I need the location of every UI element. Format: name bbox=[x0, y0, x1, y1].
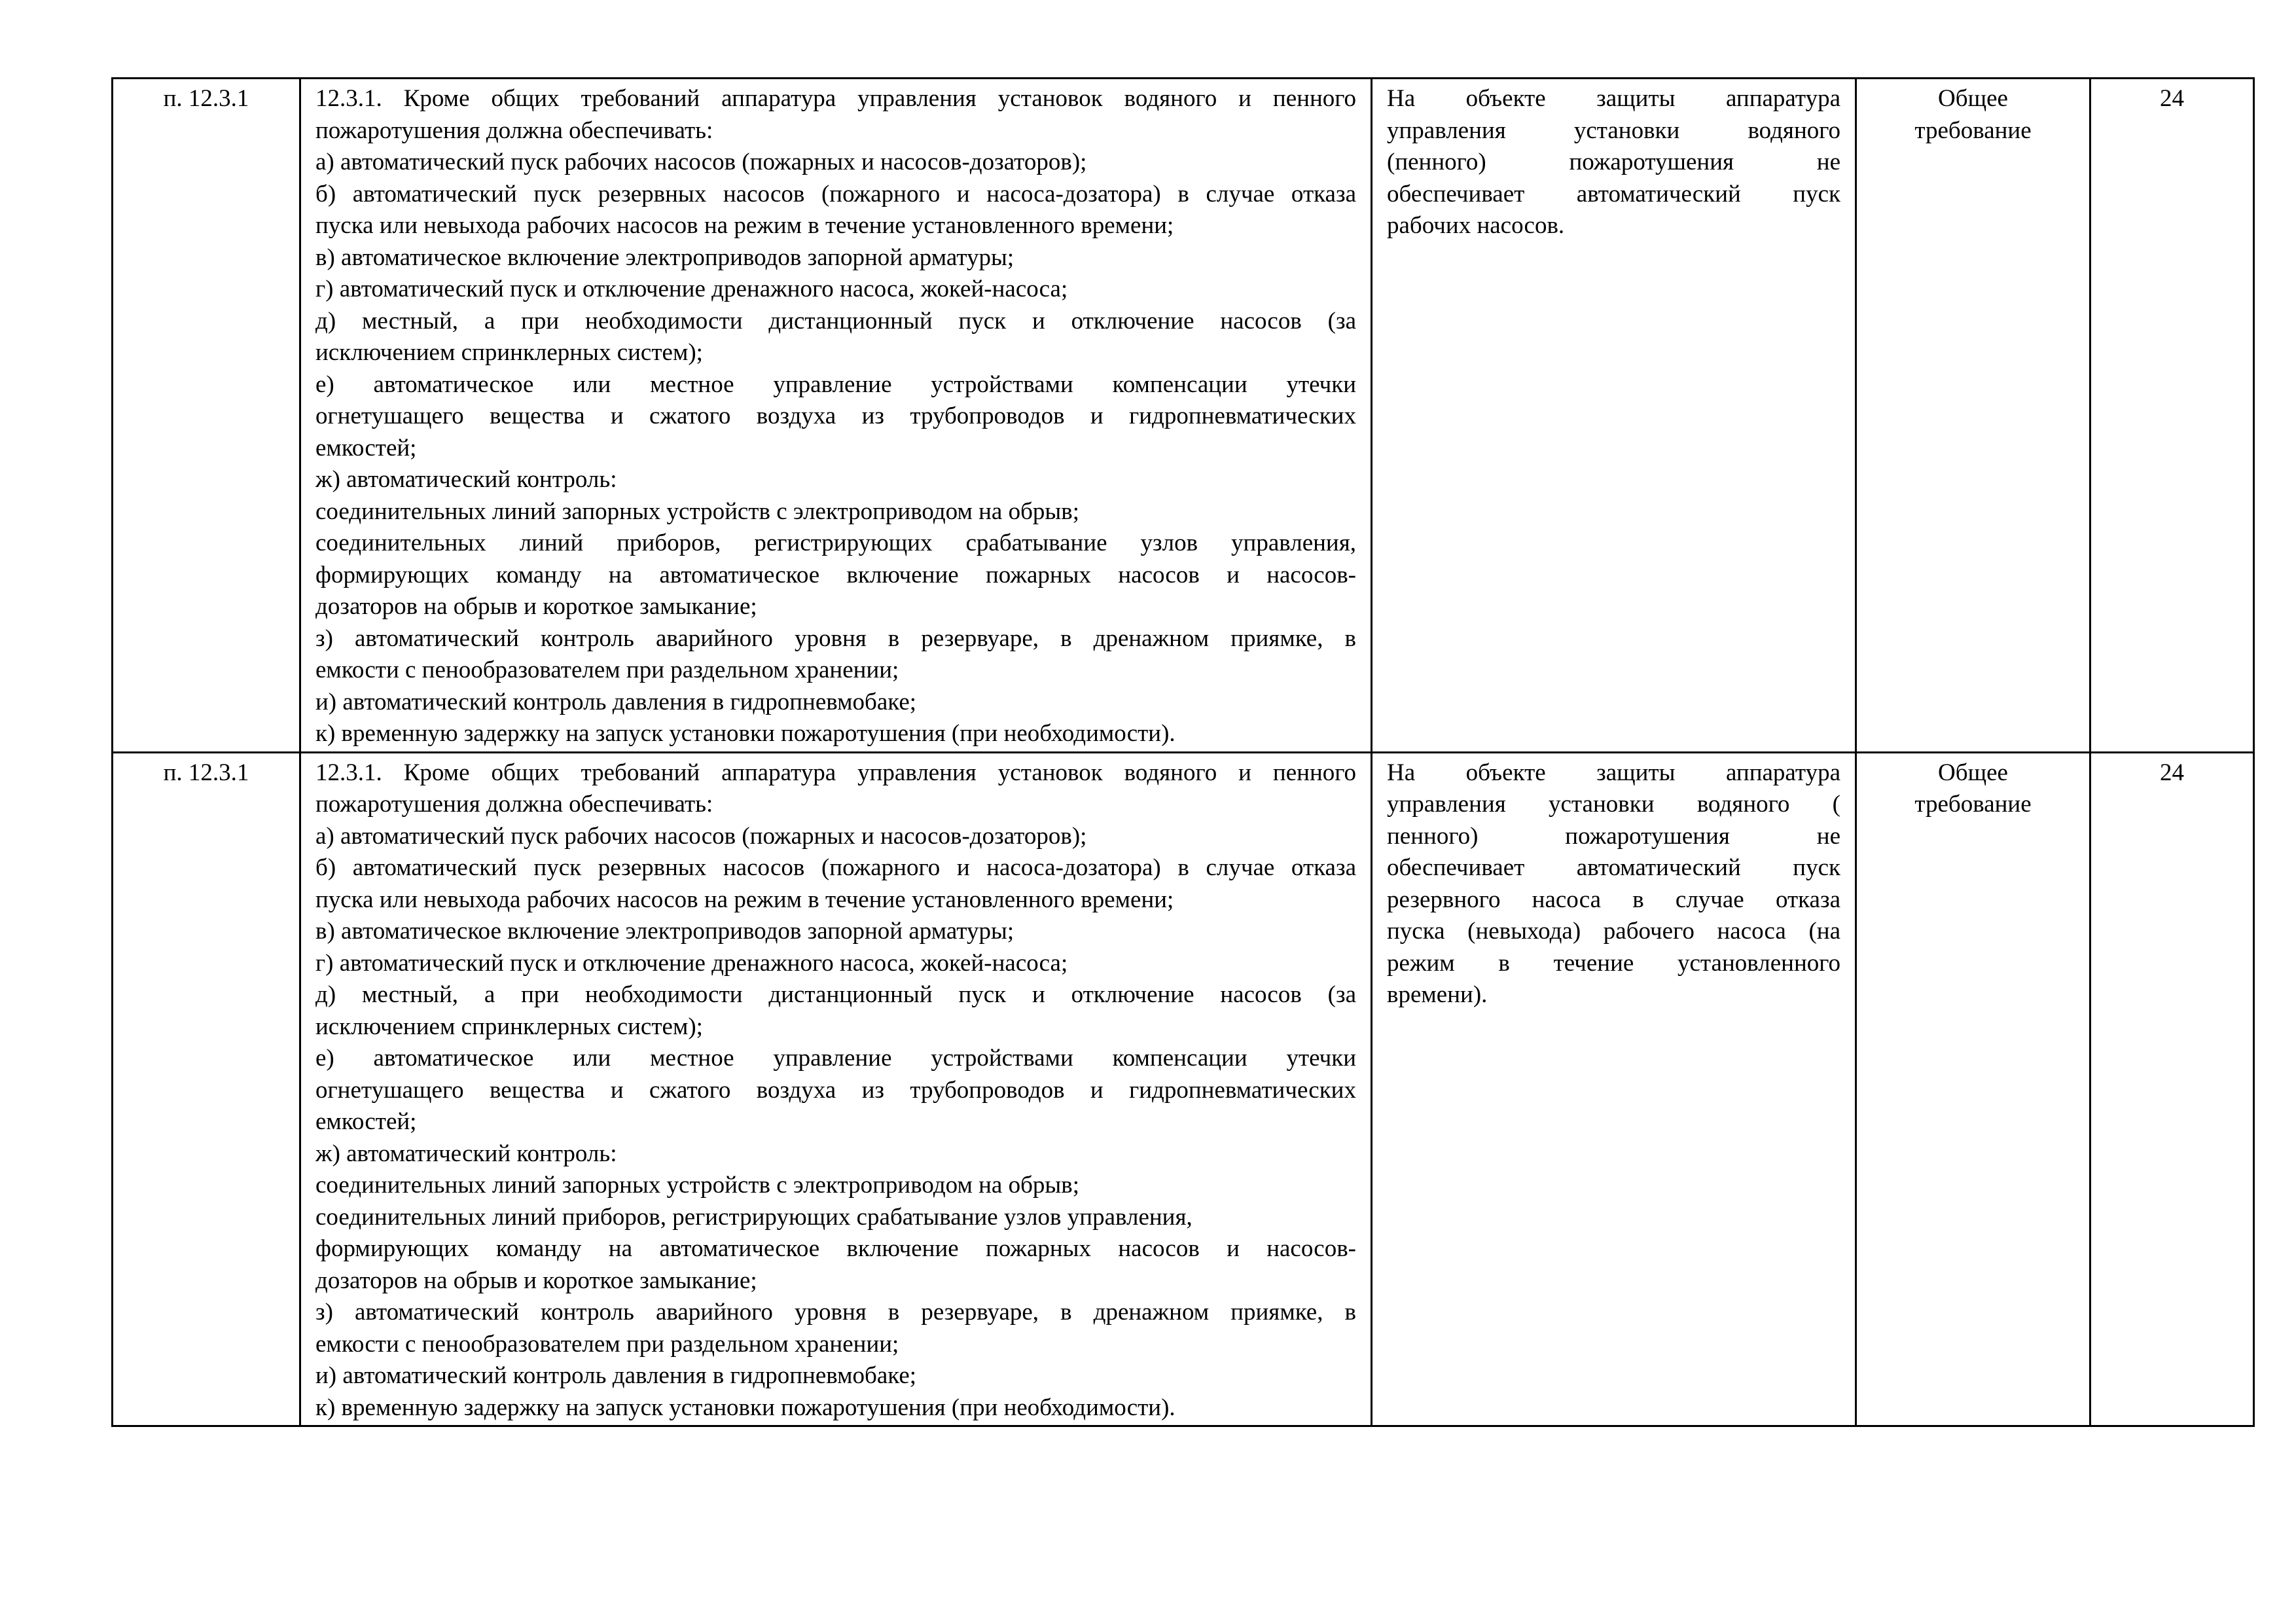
text-line: а) автоматический пуск рабочих насосов (пожарных и насосов-дозаторов); bbox=[315, 149, 1087, 175]
text-line: На объекте защиты аппаратура bbox=[1387, 85, 1840, 112]
text-line: и) автоматический контроль давления в гидропневмобаке; bbox=[315, 1362, 917, 1389]
text-line: ж) автоматический контроль: bbox=[315, 466, 617, 493]
text-line: пожаротушения должна обеспечивать: bbox=[315, 791, 713, 818]
text-line: емкостей; bbox=[315, 434, 417, 461]
text-line: 12.3.1. Кроме общих требований аппаратура управления установок водяного и пенного bbox=[315, 759, 1356, 786]
text-line: з) автоматический контроль аварийного уровня в резервуаре, в дренажном приямке, в bbox=[315, 1299, 1356, 1326]
text-line: пожаротушения должна обеспечивать: bbox=[315, 117, 713, 144]
text-line: режим в течение установленного bbox=[1387, 949, 1840, 977]
text-line: рабочих насосов. bbox=[1387, 212, 1565, 239]
text-line: к) временную задержку на запуск установки пожаротушения (при необходимости). bbox=[315, 720, 1175, 747]
requirement-type bbox=[1856, 752, 2090, 1426]
table-row bbox=[113, 752, 2254, 1426]
text-line: Общее bbox=[1938, 85, 2008, 112]
text-line: исключением спринклерных систем); bbox=[315, 1013, 703, 1040]
text-line: требование bbox=[1914, 791, 2032, 818]
requirement-text bbox=[300, 752, 1372, 1426]
text-line: з) автоматический контроль аварийного уровня в резервуаре, в дренажном приямке, в bbox=[315, 624, 1356, 652]
text-line: обеспечивает автоматический пуск bbox=[1387, 854, 1840, 881]
requirement-text bbox=[300, 79, 1372, 753]
text-line: и) автоматический контроль давления в гидропневмобаке; bbox=[315, 688, 917, 715]
text-line: дозаторов на обрыв и короткое замыкание; bbox=[315, 1267, 757, 1294]
text-line: емкости с пенообразователем при раздельном хранении; bbox=[315, 657, 899, 683]
text-line: в) автоматическое включение электроприводов запорной арматуры; bbox=[315, 244, 1014, 271]
text-line: Общее bbox=[1938, 759, 2008, 786]
text-line: б) автоматический пуск резервных насосов (пожарного и насоса-дозатора) в случае отказа bbox=[315, 180, 1356, 208]
text-line: соединительных линий приборов, регистрирующих срабатывание узлов управления, bbox=[315, 1203, 1193, 1231]
text-line: пенного) пожаротушения не bbox=[1387, 822, 1840, 850]
text-line: г) автоматический пуск и отключение дренажного насоса, жокей-насоса; bbox=[315, 276, 1068, 302]
clause-reference: п. 12.3.1 bbox=[113, 752, 300, 1426]
table-row bbox=[113, 79, 2254, 753]
violation-description bbox=[1372, 79, 1856, 753]
text-line: соединительных линий запорных устройств с электроприводом на обрыв; bbox=[315, 1172, 1080, 1199]
row-number: 24 bbox=[2090, 79, 2254, 753]
text-line: формирующих команду на автоматическое включение пожарных насосов и насосов- bbox=[315, 561, 1356, 588]
text-line: времени). bbox=[1387, 981, 1488, 1008]
text-line: пуска (невыхода) рабочего насоса (на bbox=[1387, 918, 1840, 945]
text-line: д) местный, а при необходимости дистанционный пуск и отключение насосов (за bbox=[315, 981, 1356, 1008]
text-line: соединительных линий запорных устройств с электроприводом на обрыв; bbox=[315, 497, 1080, 525]
text-line: требование bbox=[1914, 117, 2032, 144]
text-line: емкостей; bbox=[315, 1108, 417, 1135]
text-line: резервного насоса в случае отказа bbox=[1387, 886, 1840, 913]
text-line: в) автоматическое включение электроприводов запорной арматуры; bbox=[315, 918, 1014, 945]
text-line: 12.3.1. Кроме общих требований аппаратура управления установок водяного и пенного bbox=[315, 85, 1356, 112]
text-line: (пенного) пожаротушения не bbox=[1387, 149, 1840, 175]
text-line: огнетушащего вещества и сжатого воздуха из трубопроводов и гидропневматических bbox=[315, 1076, 1356, 1104]
text-line: е) автоматическое или местное управление устройствами компенсации утечки bbox=[315, 370, 1356, 398]
text-line: д) местный, а при необходимости дистанционный пуск и отключение насосов (за bbox=[315, 307, 1356, 334]
text-line: дозаторов на обрыв и короткое замыкание; bbox=[315, 593, 757, 620]
text-line: е) автоматическое или местное управление устройствами компенсации утечки bbox=[315, 1045, 1356, 1072]
text-line: соединительных линий приборов, регистрирующих срабатывание узлов управления, bbox=[315, 530, 1356, 556]
text-line: управления установки водяного ( bbox=[1387, 791, 1840, 818]
text-line: а) автоматический пуск рабочих насосов (пожарных и насосов-дозаторов); bbox=[315, 822, 1087, 850]
text-line: управления установки водяного bbox=[1387, 117, 1840, 144]
text-line: емкости с пенообразователем при раздельном хранении; bbox=[315, 1330, 899, 1358]
text-line: исключением спринклерных систем); bbox=[315, 339, 703, 366]
text-line: обеспечивает автоматический пуск bbox=[1387, 180, 1840, 208]
requirement-type bbox=[1856, 79, 2090, 753]
text-line: б) автоматический пуск резервных насосов (пожарного и насоса-дозатора) в случае отказа bbox=[315, 854, 1356, 881]
violation-description bbox=[1372, 752, 1856, 1426]
text-line: пуска или невыхода рабочих насосов на режим в течение установленного времени; bbox=[315, 886, 1174, 913]
text-line: огнетушащего вещества и сжатого воздуха из трубопроводов и гидропневматических bbox=[315, 403, 1356, 429]
text-line: к) временную задержку на запуск установки пожаротушения (при необходимости). bbox=[315, 1394, 1175, 1421]
text-line: На объекте защиты аппаратура bbox=[1387, 759, 1840, 786]
clause-reference: п. 12.3.1 bbox=[113, 79, 300, 753]
text-line: формирующих команду на автоматическое включение пожарных насосов и насосов- bbox=[315, 1235, 1356, 1262]
text-line: ж) автоматический контроль: bbox=[315, 1140, 617, 1167]
text-line: г) автоматический пуск и отключение дренажного насоса, жокей-насоса; bbox=[315, 949, 1068, 977]
text-line: пуска или невыхода рабочих насосов на режим в течение установленного времени; bbox=[315, 212, 1174, 239]
row-number: 24 bbox=[2090, 752, 2254, 1426]
requirements-table bbox=[111, 77, 2255, 1427]
